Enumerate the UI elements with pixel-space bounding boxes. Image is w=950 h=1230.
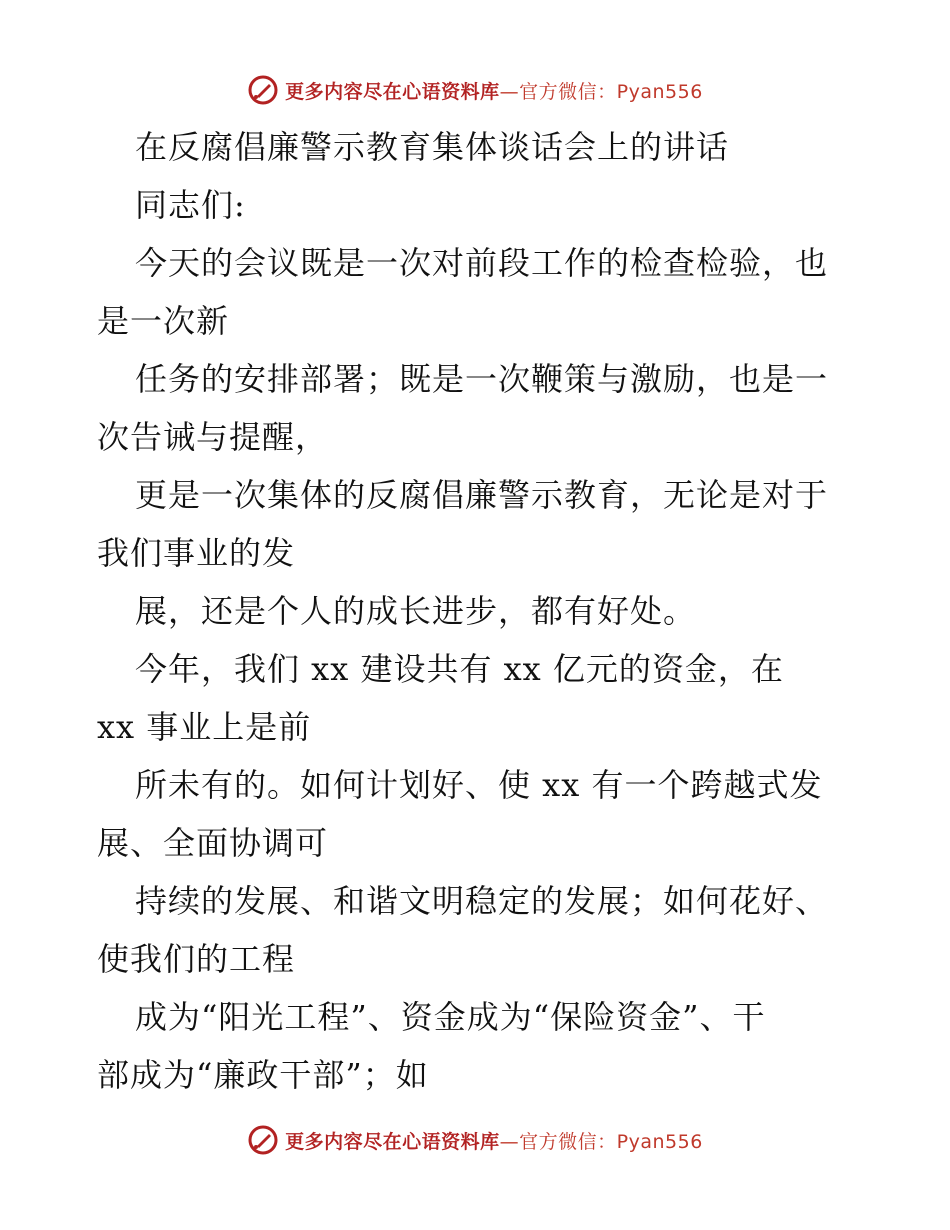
footer-banner bbox=[0, 1120, 950, 1160]
banner-separator: — bbox=[499, 80, 520, 103]
pen-logo-icon bbox=[247, 1124, 279, 1156]
banner-text bbox=[285, 77, 703, 104]
paragraph-line: 持续的发展、和谐文明稳定的发展；如何花好、 bbox=[135, 882, 829, 920]
header-banner bbox=[0, 70, 950, 110]
banner-brand: 更多内容尽在心语资料库 bbox=[285, 80, 500, 103]
paragraph-line: 展、全面协调可 bbox=[97, 824, 329, 862]
document-body bbox=[97, 118, 857, 1104]
salutation: 同志们: bbox=[135, 186, 246, 224]
paragraph-line: 所未有的。如何计划好、使 xx 有一个跨越式发 bbox=[135, 766, 823, 804]
banner-separator: — bbox=[499, 1130, 520, 1153]
paragraph-line: 次告诫与提醒， bbox=[97, 418, 329, 456]
paragraph-line: 部成为“廉政干部”；如 bbox=[97, 1056, 429, 1094]
paragraph-line: 今天的会议既是一次对前段工作的检查检验，也 bbox=[135, 244, 829, 282]
paragraph-line: 使我们的工程 bbox=[97, 940, 296, 978]
paragraph-line: 任务的安排部署；既是一次鞭策与激励，也是一 bbox=[135, 360, 829, 398]
document-title: 在反腐倡廉警示教育集体谈话会上的讲话 bbox=[135, 128, 730, 166]
banner-contact: 官方微信：Pyan556 bbox=[519, 1130, 703, 1153]
banner-text bbox=[285, 1127, 703, 1154]
banner-brand: 更多内容尽在心语资料库 bbox=[285, 1130, 500, 1153]
paragraph-line: 是一次新 bbox=[97, 302, 230, 340]
paragraph-line: 今年，我们 xx 建设共有 xx 亿元的资金，在 bbox=[135, 650, 784, 688]
paragraph-line: 成为“阳光工程”、资金成为“保险资金”、干 bbox=[135, 998, 766, 1036]
paragraph-line: 更是一次集体的反腐倡廉警示教育，无论是对于 bbox=[135, 476, 829, 514]
pen-logo-icon bbox=[247, 74, 279, 106]
paragraph-line: 我们事业的发 bbox=[97, 534, 296, 572]
paragraph-line: xx 事业上是前 bbox=[97, 708, 312, 746]
banner-contact: 官方微信：Pyan556 bbox=[519, 80, 703, 103]
paragraph-line: 展，还是个人的成长进步，都有好处。 bbox=[135, 592, 697, 630]
